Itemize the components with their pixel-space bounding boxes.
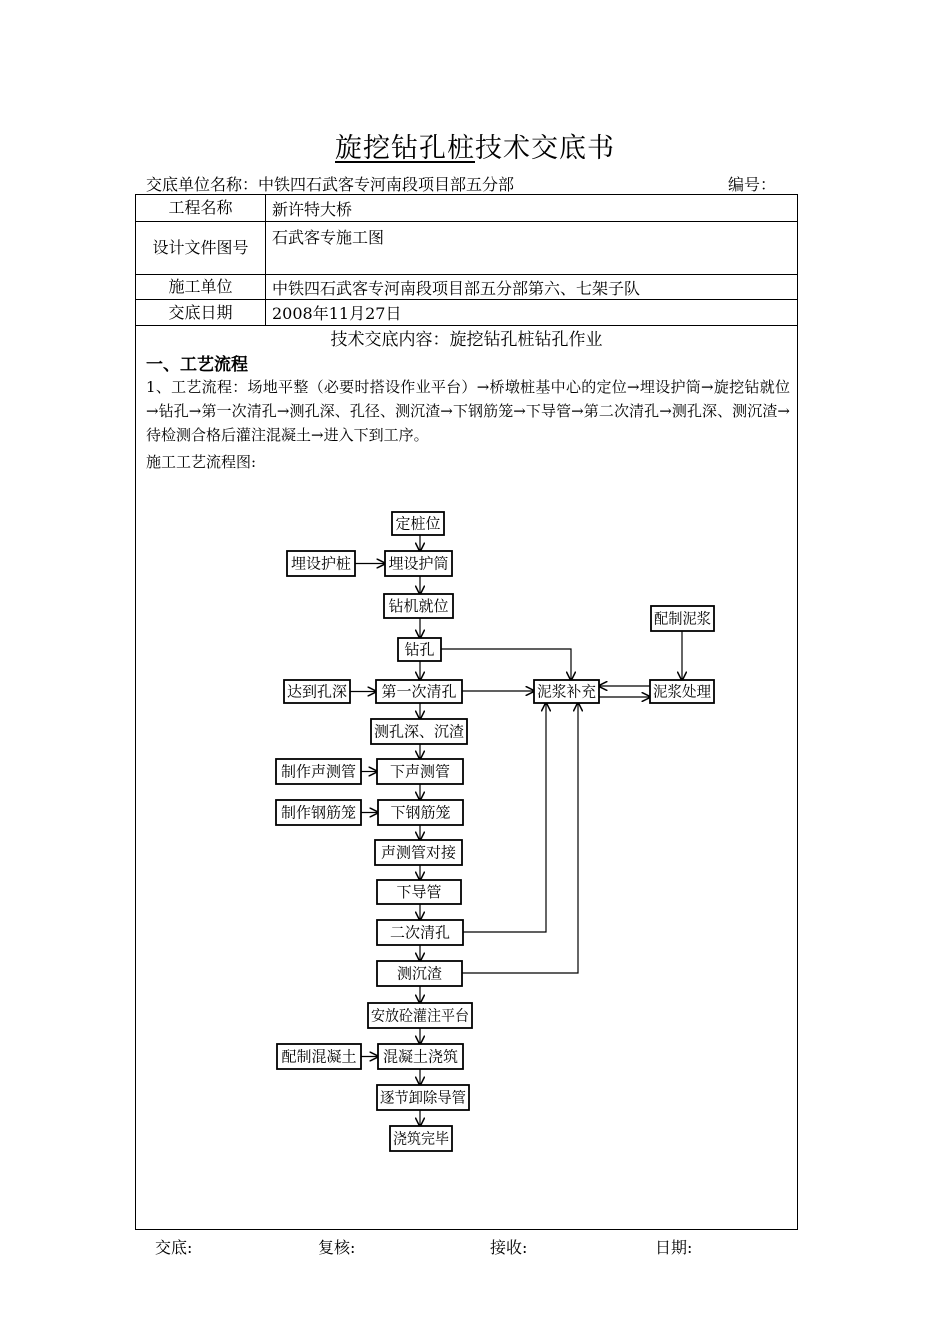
info-value: 石武客专施工图 [266, 222, 798, 275]
flow-node-label: 埋设护桩 [291, 554, 351, 573]
title-rest: 技术交底书 [475, 133, 615, 164]
flow-node-label: 测沉渣 [397, 964, 442, 983]
flow-step [385, 551, 452, 576]
flow-side-step [276, 759, 361, 784]
info-value: 2008年11月27日 [266, 300, 798, 326]
signature-row [0, 1235, 950, 1255]
flow-side-step [276, 800, 361, 825]
flow-node-label: 第一次清孔 [381, 682, 457, 701]
flow-mud-step [534, 680, 599, 703]
flow-step [390, 1126, 452, 1151]
flow-step [377, 961, 462, 986]
flow-arrow [463, 703, 546, 932]
process-paragraph: 1、工艺流程：场地平整（必要时搭设作业平台）→桥墩桩基中心的定位→埋设护筒→旋挖钻就位→钻孔→第一次清孔→测孔深、孔径、测沉渣→下钢筋笼→下导管→第二次清孔→测孔深、测沉渣→待检测合格后灌注混凝土→进入下到工序。 [146, 378, 790, 444]
flow-step [392, 512, 444, 535]
diagram-caption: 施工工艺流程图: [146, 453, 257, 471]
info-value: 新许特大桥 [266, 195, 798, 222]
flow-side-step [287, 551, 355, 576]
info-label: 施工单位 [136, 275, 266, 300]
flow-node-label: 制作声测管 [281, 762, 356, 781]
flow-node-label: 配制混凝土 [281, 1047, 357, 1066]
flow-node-label: 制作钢筋笼 [281, 803, 356, 822]
flow-step [377, 759, 463, 784]
flow-node-label: 逐节卸除导管 [380, 1088, 466, 1107]
flow-node-label: 下声测管 [390, 762, 450, 781]
flow-node-label: 埋设护筒 [388, 554, 449, 573]
section-heading: 一、工艺流程 [146, 355, 248, 375]
flow-mud-step [651, 606, 714, 631]
flow-step [377, 880, 461, 904]
signature-date: 日期: [655, 1238, 693, 1257]
flow-node-label: 定桩位 [395, 514, 441, 533]
flow-node-label: 下导管 [396, 883, 442, 901]
flow-side-step [277, 1044, 361, 1069]
unit-label: 交底单位名称： [146, 175, 259, 194]
flow-node-label: 泥浆处理 [653, 682, 711, 701]
info-value: 中铁四石武客专河南段项目部五分部第六、七架子队 [266, 275, 798, 300]
number-label: 编号： [728, 175, 777, 194]
flow-step [375, 840, 462, 865]
flow-side-step [284, 680, 350, 703]
flow-step [376, 680, 462, 703]
info-label: 交底日期 [136, 300, 266, 326]
info-label: 设计文件图号 [136, 222, 266, 275]
signature-handover: 交底: [155, 1238, 193, 1257]
flow-node-label: 下钢筋笼 [390, 803, 451, 822]
flow-arrow [441, 649, 571, 680]
flow-step [377, 920, 463, 945]
info-label: 工程名称 [136, 195, 266, 222]
flow-node-label: 混凝土浇筑 [383, 1047, 458, 1066]
flow-step [368, 1003, 472, 1028]
signature-receive: 接收: [490, 1238, 528, 1257]
content-title: 技术交底内容：旋挖钻孔桩钻孔作业 [330, 330, 603, 350]
signature-review: 复核: [318, 1238, 356, 1257]
flow-nodes [276, 512, 714, 1151]
title-underlined: 旋挖钻孔桩 [335, 133, 475, 164]
flow-step [398, 638, 441, 661]
flow-step [384, 594, 453, 618]
flow-node-label: 声测管对接 [381, 843, 456, 862]
flow-step [378, 800, 463, 825]
flow-node-label: 钻机就位 [388, 597, 449, 615]
flow-step [371, 719, 467, 744]
flow-connectors [350, 535, 682, 1126]
flow-node-label: 泥浆补充 [537, 682, 596, 701]
flow-node-label: 配制泥浆 [654, 609, 711, 628]
flow-mud-step [650, 680, 714, 703]
flow-node-label: 二次清孔 [390, 923, 450, 942]
flow-node-label: 浇筑完毕 [393, 1129, 449, 1148]
flow-node-label: 达到孔深 [287, 682, 347, 701]
flow-node-label: 钻孔 [404, 640, 435, 659]
flow-step [378, 1044, 463, 1069]
unit-value: 中铁四石武客专河南段项目部五分部 [258, 175, 515, 194]
flow-node-label: 安放砼灌注平台 [371, 1006, 469, 1025]
flow-node-label: 测孔深、沉渣 [374, 722, 464, 741]
flow-step [377, 1085, 469, 1110]
